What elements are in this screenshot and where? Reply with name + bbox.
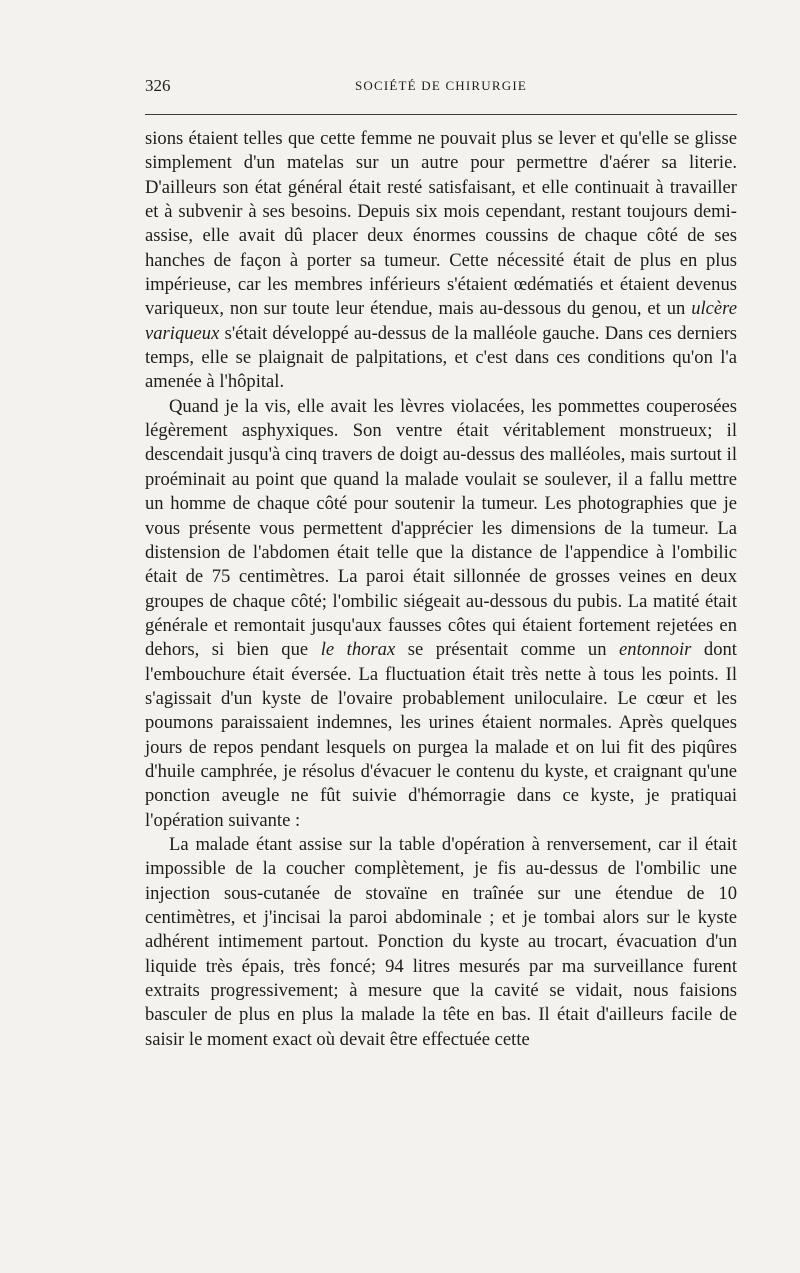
page-header — [145, 76, 737, 100]
text-run: se présentait comme un — [395, 639, 620, 661]
header-rule — [145, 114, 737, 115]
body-text — [145, 127, 737, 1052]
text-run: La malade étant assise sur la table d'opération à renversement, car il était impossible de la coucher complètement, je fis au-dessus de l'ombilic une injection sous-cutanée de stovaïne en traînée sur une étendue de 10 centimètres, et j'incisai la paroi abdominale ; et je tombai alors sur le kyste adhérent intimement partout. Ponction du kyste au trocart, évacuation d'un liquide très épais, très foncé; 94 litres mesurés par ma surveillance furent extraits progressivement; à mesure que la cavité se vidait, nous faisions basculer de plus en plus la malade la tête en bas. Il était d'ailleurs facile de saisir le moment exact où devait être effectuée cette — [145, 833, 737, 1050]
italic-term: entonnoir — [619, 639, 692, 661]
paragraph-1 — [145, 127, 737, 395]
text-run: dont l'embouchure était éversée. La fluctuation était très nette à tous les points. Il s'agissait d'un kyste de l'ovaire probablement uniloculaire. Le cœur et les poumons paraissaient indemnes, les urines étaient normales. Après quelques jours de repos pendant lesquels on purgea la malade et on lui fit des piqûres d'huile camphrée, je résolus d'évacuer le contenu du kyste, et craignant qu'une ponction aveugle ne fût suivie d'hémorragie dans ce kyste, je pratiquai l'opération suivante : — [145, 639, 737, 831]
italic-term: ulcère variqueux — [145, 298, 737, 344]
paragraph-2 — [145, 395, 737, 833]
italic-term: le thorax — [320, 639, 396, 661]
running-title: SOCIÉTÉ DE CHIRURGIE — [354, 78, 528, 93]
text-run: sions étaient telles que cette femme ne pouvait plus se lever et qu'elle se glisse simplement d'un matelas sur un autre pour permettre d'aérer sa literie. D'ailleurs son état général était resté satisfaisant, et elle continuait à travailler et à subvenir à ses besoins. Depuis six mois cependant, restant toujours demi-assise, elle avait dû placer deux énormes coussins de chaque côté de ses hanches de façon à porter sa tumeur. Cette nécessité était de plus en plus impérieuse, car les membres inférieurs s'étaient œdématiés et étaient devenus variqueux, non sur toute leur étendue, mais au-dessous du genou, et un — [145, 128, 737, 320]
text-run: s'était développé au-dessus de la malléole gauche. Dans ces derniers temps, elle se plaignait de palpitations, et c'est dans ces conditions qu'on l'a amenée à l'hôpital. — [145, 322, 737, 393]
text-run: Quand je la vis, elle avait les lèvres violacées, les pommettes couperosées légèrement asphyxiques. Son ventre était véritablement monstrueux; il descendait jusqu'à cinq travers de doigt au-dessus des malléoles, mais surtout il proéminait au point que quand la malade voulait se soulever, il a fallu mettre un homme de chaque côté pour soutenir la tumeur. Les photographies que je vous présente vous permettent d'apprécier les dimensions de la tumeur. La distension de l'abdomen était telle que la distance de l'appendice à l'ombilic était de 75 centimètres. La paroi était sillonnée de grosses veines en deux groupes de chaque côté; l'ombilic siégeait au-dessous du pubis. La matité était générale et remontait jusqu'aux fausses côtes qui étaient fortement rejetées en dehors, si bien que — [145, 395, 737, 661]
page-number: 326 — [145, 76, 171, 95]
paragraph-3 — [145, 833, 737, 1052]
